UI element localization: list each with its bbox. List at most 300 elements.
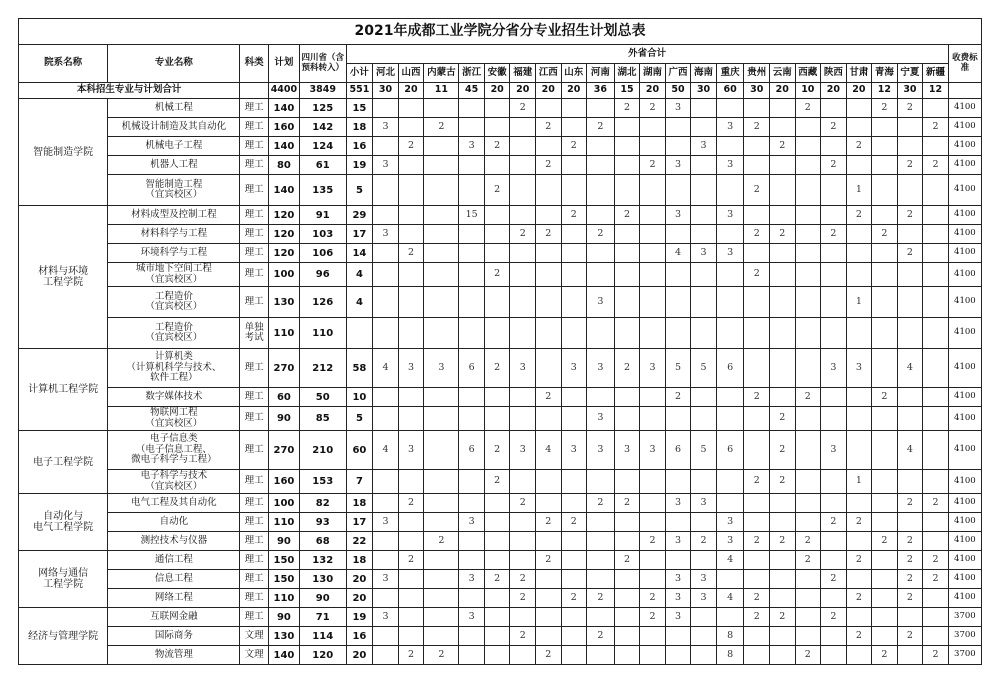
fee-value: 4100 [948, 589, 981, 608]
province-value [561, 494, 587, 513]
major-name: 电气工程及其自动化 [108, 494, 240, 513]
province-value [923, 244, 949, 263]
province-value: 2 [614, 494, 640, 513]
plan-value: 140 [269, 99, 300, 118]
province-value: 8 [716, 627, 744, 646]
province-value [770, 551, 796, 570]
province-value [897, 470, 923, 494]
province-value [561, 287, 587, 318]
table-row [19, 118, 982, 137]
sichuan-value: 103 [299, 225, 346, 244]
province-value: 2 [923, 118, 949, 137]
total-province-value: 20 [510, 83, 536, 99]
province-value: 2 [744, 388, 770, 407]
province-value: 2 [691, 532, 717, 551]
province-value [821, 494, 847, 513]
province-value: 3 [665, 589, 691, 608]
province-value [535, 532, 561, 551]
header-province: 海南 [691, 64, 717, 83]
province-value [535, 137, 561, 156]
province-value [821, 206, 847, 225]
province-value [691, 551, 717, 570]
province-value [716, 99, 744, 118]
sichuan-value: 61 [299, 156, 346, 175]
province-value [770, 627, 796, 646]
province-value: 3 [373, 513, 399, 532]
table-row [19, 470, 982, 494]
fee-value: 3700 [948, 646, 981, 665]
sichuan-value: 90 [299, 589, 346, 608]
province-value: 2 [398, 137, 424, 156]
province-value [923, 608, 949, 627]
province-value: 2 [897, 99, 923, 118]
province-value [923, 225, 949, 244]
province-value [398, 99, 424, 118]
province-value [484, 287, 510, 318]
province-value [665, 287, 691, 318]
province-value [716, 263, 744, 287]
province-value [561, 118, 587, 137]
table-row [19, 513, 982, 532]
province-value [484, 589, 510, 608]
province-value [510, 263, 536, 287]
plan-value: 90 [269, 532, 300, 551]
province-value [770, 99, 796, 118]
province-value: 2 [535, 646, 561, 665]
sichuan-value: 82 [299, 494, 346, 513]
province-value [398, 287, 424, 318]
subtotal-value: 29 [346, 206, 373, 225]
major-name: 信息工程 [108, 570, 240, 589]
header-province: 湖北 [614, 64, 640, 83]
province-value [484, 225, 510, 244]
province-value [424, 627, 459, 646]
province-value [744, 627, 770, 646]
province-value [510, 646, 536, 665]
province-value [510, 608, 536, 627]
province-value [821, 470, 847, 494]
province-value [561, 551, 587, 570]
province-value: 5 [691, 431, 717, 470]
province-value: 2 [424, 532, 459, 551]
province-value: 3 [459, 513, 485, 532]
province-value: 2 [795, 551, 821, 570]
province-value [614, 470, 640, 494]
province-value: 3 [640, 431, 666, 470]
province-value: 3 [716, 532, 744, 551]
fee-value: 4100 [948, 349, 981, 388]
province-value: 2 [587, 225, 615, 244]
province-value [459, 551, 485, 570]
province-value: 3 [691, 137, 717, 156]
province-value [665, 513, 691, 532]
province-value: 2 [587, 627, 615, 646]
category: 理工 [240, 470, 269, 494]
province-value [640, 318, 666, 349]
province-value [398, 118, 424, 137]
province-value: 4 [716, 551, 744, 570]
province-value [459, 627, 485, 646]
province-value [923, 206, 949, 225]
table-row [19, 175, 982, 206]
province-value [510, 551, 536, 570]
province-value: 2 [923, 551, 949, 570]
province-value: 2 [744, 263, 770, 287]
province-value: 2 [821, 513, 847, 532]
province-value: 3 [373, 225, 399, 244]
province-value [424, 431, 459, 470]
province-value [872, 287, 898, 318]
province-value: 2 [923, 646, 949, 665]
plan-value: 110 [269, 318, 300, 349]
province-value [398, 175, 424, 206]
province-value: 2 [510, 589, 536, 608]
province-value [846, 225, 872, 244]
province-value [587, 470, 615, 494]
province-value [770, 646, 796, 665]
province-value [459, 118, 485, 137]
province-value: 2 [846, 589, 872, 608]
major-name: 工程造价 （宜宾校区） [108, 287, 240, 318]
province-value: 2 [770, 407, 796, 431]
province-value: 3 [665, 532, 691, 551]
province-value [459, 494, 485, 513]
province-value [923, 99, 949, 118]
province-value [846, 156, 872, 175]
province-value [640, 118, 666, 137]
province-value [614, 646, 640, 665]
province-value [770, 349, 796, 388]
province-value: 2 [484, 349, 510, 388]
province-value: 2 [614, 99, 640, 118]
province-value [897, 388, 923, 407]
province-value [923, 287, 949, 318]
province-value [510, 513, 536, 532]
plan-value: 120 [269, 244, 300, 263]
subtotal-value: 16 [346, 137, 373, 156]
province-value [640, 225, 666, 244]
province-value [716, 225, 744, 244]
province-value: 3 [561, 349, 587, 388]
major-name: 环境科学与工程 [108, 244, 240, 263]
province-value [484, 551, 510, 570]
plan-value: 90 [269, 407, 300, 431]
province-value [424, 156, 459, 175]
table-row [19, 551, 982, 570]
province-value [795, 513, 821, 532]
province-value [923, 263, 949, 287]
table-row [19, 137, 982, 156]
province-value [459, 263, 485, 287]
province-value [640, 470, 666, 494]
province-value [587, 570, 615, 589]
major-name: 材料成型及控制工程 [108, 206, 240, 225]
province-value [640, 513, 666, 532]
header-subtotal: 小计 [346, 64, 373, 83]
province-value: 3 [561, 431, 587, 470]
province-value: 1 [846, 470, 872, 494]
province-value [846, 407, 872, 431]
province-value: 2 [846, 137, 872, 156]
table-row [19, 494, 982, 513]
province-value [640, 137, 666, 156]
province-value: 2 [821, 156, 847, 175]
province-value [424, 225, 459, 244]
province-value: 4 [665, 244, 691, 263]
category: 理工 [240, 118, 269, 137]
category: 理工 [240, 137, 269, 156]
province-value: 2 [484, 263, 510, 287]
province-value [846, 646, 872, 665]
province-value: 2 [897, 494, 923, 513]
province-value [459, 318, 485, 349]
sichuan-value: 125 [299, 99, 346, 118]
province-value [872, 513, 898, 532]
province-value [744, 513, 770, 532]
province-value [872, 627, 898, 646]
province-value [510, 407, 536, 431]
province-value [535, 206, 561, 225]
province-value [587, 263, 615, 287]
table-row [19, 156, 982, 175]
fee-value: 4100 [948, 206, 981, 225]
plan-value: 130 [269, 287, 300, 318]
header-province: 宁夏 [897, 64, 923, 83]
province-value [716, 494, 744, 513]
province-value [872, 175, 898, 206]
province-value [424, 137, 459, 156]
province-value [872, 431, 898, 470]
department-name: 自动化与 电气工程学院 [19, 494, 108, 551]
plan-value: 120 [269, 225, 300, 244]
province-value [744, 156, 770, 175]
total-province-value: 20 [535, 83, 561, 99]
province-value [716, 407, 744, 431]
province-value [535, 407, 561, 431]
province-value [561, 407, 587, 431]
province-value [535, 99, 561, 118]
province-value [691, 388, 717, 407]
category: 理工 [240, 244, 269, 263]
province-value: 3 [665, 206, 691, 225]
province-value: 2 [587, 494, 615, 513]
province-value: 2 [846, 551, 872, 570]
province-value: 2 [484, 137, 510, 156]
province-value: 2 [897, 244, 923, 263]
province-value [691, 175, 717, 206]
province-value [640, 388, 666, 407]
province-value [872, 407, 898, 431]
province-value [872, 244, 898, 263]
province-value: 3 [587, 407, 615, 431]
subtotal-value: 5 [346, 407, 373, 431]
province-value [424, 388, 459, 407]
province-value [716, 608, 744, 627]
province-value [459, 646, 485, 665]
department-name: 电子工程学院 [19, 431, 108, 494]
plan-value: 130 [269, 627, 300, 646]
province-value [561, 99, 587, 118]
province-value [770, 263, 796, 287]
province-value: 2 [770, 225, 796, 244]
province-value: 2 [872, 388, 898, 407]
province-value [373, 532, 399, 551]
fee-value: 3700 [948, 608, 981, 627]
province-value: 2 [561, 589, 587, 608]
subtotal-value: 5 [346, 175, 373, 206]
province-value [459, 470, 485, 494]
province-value [614, 532, 640, 551]
province-value [897, 608, 923, 627]
province-value: 2 [424, 646, 459, 665]
province-value [640, 570, 666, 589]
sichuan-value: 91 [299, 206, 346, 225]
province-value: 6 [459, 431, 485, 470]
total-province-value: 20 [821, 83, 847, 99]
province-value: 2 [510, 570, 536, 589]
province-value: 3 [691, 244, 717, 263]
province-value [821, 388, 847, 407]
header-province: 河南 [587, 64, 615, 83]
table-row [19, 225, 982, 244]
subtotal-value: 19 [346, 608, 373, 627]
subtotal-value: 14 [346, 244, 373, 263]
province-value [744, 646, 770, 665]
subtotal-value: 18 [346, 118, 373, 137]
province-value: 2 [640, 608, 666, 627]
category: 理工 [240, 513, 269, 532]
header-province: 重庆 [716, 64, 744, 83]
province-value [872, 318, 898, 349]
province-value [535, 263, 561, 287]
province-value [846, 118, 872, 137]
sichuan-value: 93 [299, 513, 346, 532]
province-value: 3 [716, 206, 744, 225]
province-value [640, 646, 666, 665]
province-value [484, 318, 510, 349]
plan-value: 140 [269, 646, 300, 665]
province-value [587, 175, 615, 206]
major-name: 网络工程 [108, 589, 240, 608]
total-province-value: 60 [716, 83, 744, 99]
fee-value: 4100 [948, 470, 981, 494]
province-value [535, 470, 561, 494]
province-value [398, 513, 424, 532]
province-value [459, 175, 485, 206]
province-value [691, 470, 717, 494]
province-value [716, 318, 744, 349]
province-value [795, 407, 821, 431]
province-value [484, 118, 510, 137]
province-value [923, 589, 949, 608]
province-value [872, 349, 898, 388]
province-value [510, 532, 536, 551]
province-value [770, 156, 796, 175]
major-name: 电子科学与技术 （宜宾校区） [108, 470, 240, 494]
province-value [614, 318, 640, 349]
subtotal-value: 7 [346, 470, 373, 494]
fee-value: 4100 [948, 431, 981, 470]
table-row [19, 627, 982, 646]
province-value [691, 627, 717, 646]
sichuan-value: 106 [299, 244, 346, 263]
fee-value: 4100 [948, 244, 981, 263]
province-value: 2 [640, 589, 666, 608]
province-value: 2 [484, 175, 510, 206]
header-province: 江西 [535, 64, 561, 83]
department-name: 经济与管理学院 [19, 608, 108, 665]
province-value [846, 244, 872, 263]
fee-value: 4100 [948, 494, 981, 513]
table-row [19, 349, 982, 388]
total-category [240, 83, 269, 99]
header-province: 陕西 [821, 64, 847, 83]
category: 理工 [240, 388, 269, 407]
province-value: 2 [846, 206, 872, 225]
table-row [19, 244, 982, 263]
sichuan-value: 68 [299, 532, 346, 551]
province-value [484, 513, 510, 532]
province-value: 3 [691, 570, 717, 589]
table-row [19, 431, 982, 470]
plan-value: 270 [269, 431, 300, 470]
province-value: 2 [770, 532, 796, 551]
province-value [424, 513, 459, 532]
province-value [561, 318, 587, 349]
sichuan-value: 114 [299, 627, 346, 646]
province-value [484, 206, 510, 225]
province-value [561, 608, 587, 627]
category: 文理 [240, 646, 269, 665]
province-value: 2 [872, 99, 898, 118]
province-value [424, 570, 459, 589]
sichuan-value: 124 [299, 137, 346, 156]
province-value: 2 [614, 349, 640, 388]
table-row [19, 287, 982, 318]
province-value [398, 570, 424, 589]
province-value [424, 551, 459, 570]
province-value: 3 [459, 570, 485, 589]
province-value [459, 388, 485, 407]
province-value: 3 [587, 287, 615, 318]
province-value [770, 287, 796, 318]
province-value [795, 137, 821, 156]
province-value [821, 551, 847, 570]
province-value [459, 225, 485, 244]
province-value: 2 [821, 570, 847, 589]
province-value: 3 [846, 349, 872, 388]
province-value [510, 137, 536, 156]
province-value: 2 [535, 118, 561, 137]
province-value: 3 [398, 349, 424, 388]
province-value: 3 [665, 570, 691, 589]
province-value [923, 513, 949, 532]
plan-value: 60 [269, 388, 300, 407]
province-value: 2 [897, 532, 923, 551]
plan-value: 80 [269, 156, 300, 175]
fee-value: 4100 [948, 287, 981, 318]
province-value [846, 388, 872, 407]
province-value [561, 244, 587, 263]
province-value [665, 318, 691, 349]
major-name: 机器人工程 [108, 156, 240, 175]
table-row [19, 646, 982, 665]
header-province: 山东 [561, 64, 587, 83]
province-value [614, 287, 640, 318]
province-value [744, 551, 770, 570]
header-province: 新疆 [923, 64, 949, 83]
table-row [19, 388, 982, 407]
